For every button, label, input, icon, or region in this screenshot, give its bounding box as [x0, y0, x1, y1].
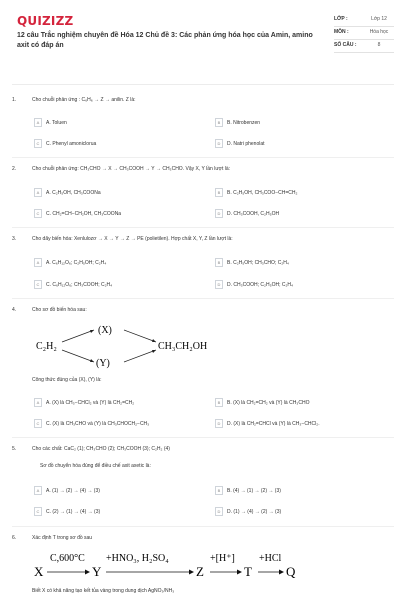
- question-text: Cho các chất: CaC₂ (1); CH₃CHO (2); CH₃COOH (3); C₂H₂ (4): [32, 446, 170, 452]
- option-1d[interactable]: [215, 139, 265, 148]
- option-1c[interactable]: [34, 139, 96, 148]
- arrow-line: [124, 330, 156, 342]
- arrow-head: [237, 570, 242, 575]
- scheme-z: Z: [196, 564, 204, 579]
- option-letter-box: C: [34, 280, 42, 289]
- arrow-head: [90, 359, 94, 362]
- option-letter-box: C: [34, 139, 42, 148]
- question-divider: [12, 437, 394, 438]
- question-subtext: Công thức đúng của (X), (Y) là:: [32, 377, 102, 383]
- question-1: [12, 97, 394, 105]
- scheme-y: Y: [92, 564, 102, 579]
- question-number: 1.: [12, 97, 17, 103]
- option-3a[interactable]: [34, 258, 106, 267]
- scheme-condition-1: C,600°C: [50, 553, 85, 564]
- option-5d[interactable]: [215, 507, 281, 516]
- scheme-t: T: [244, 564, 252, 579]
- option-text: D. (1) → (4) → (2) → (3): [227, 508, 282, 515]
- option-text: C. C₆H₁₂O₆; CH₃COOH; C₂H₄: [46, 281, 113, 288]
- option-2c[interactable]: [34, 209, 121, 218]
- option-letter-box: D: [215, 419, 223, 428]
- option-letter-box: A: [34, 486, 42, 495]
- option-letter-box: B: [215, 188, 223, 197]
- option-letter-box: D: [215, 507, 223, 516]
- meta-count-row: [334, 40, 394, 53]
- option-letter-box: C: [34, 209, 42, 218]
- diagram-intermediate-x: (X): [98, 325, 112, 336]
- option-letter-box: D: [215, 209, 223, 218]
- option-text: C. (X) là CH₃CHO và (Y) là CH₃CHOCH₂−CH₃: [46, 420, 150, 427]
- option-text: D. CH₃COOH, C₂H₅OH: [227, 210, 280, 217]
- option-text: D. Natri phenolat: [227, 140, 265, 147]
- arrow-head: [152, 339, 156, 342]
- option-letter-box: B: [215, 118, 223, 127]
- option-2a[interactable]: [34, 188, 101, 197]
- option-1b[interactable]: [215, 118, 260, 127]
- option-letter-box: C: [34, 419, 42, 428]
- arrow-line: [124, 350, 156, 362]
- question-text: Cho chuỗi phản ứng: CH₃CHO → X → CH₃COOH → Y → CH₃CHO. Vậy X, Y lần lượt là:: [32, 166, 230, 172]
- option-3b[interactable]: [215, 258, 289, 267]
- option-text: A. C₂H₅OH, CH₃COONa: [46, 189, 101, 196]
- option-text: A. (X) là CH₃−CHCl₂ và (Y) là CH₂=CH₂: [46, 399, 135, 406]
- meta-subject-value: Hóa học: [369, 29, 389, 35]
- question-divider: [12, 227, 394, 228]
- option-text: C. (2) → (1) → (4) → (3): [46, 508, 101, 515]
- meta-class-key: LỚP :: [334, 16, 348, 22]
- question-text: Cho chuỗi phản ứng : C₆H₆ → Z → anilin. Z là:: [32, 97, 136, 103]
- question-number: 2.: [12, 166, 17, 172]
- option-4d[interactable]: [215, 419, 320, 428]
- scheme-condition-4: +HCl: [259, 553, 282, 564]
- option-text: B. C₂H₅OH, CH₃COO−CH=CH₂: [227, 189, 298, 196]
- option-text: C. Phenyl amoniclorua: [46, 140, 97, 147]
- option-4b[interactable]: [215, 398, 309, 407]
- option-2d[interactable]: [215, 209, 279, 218]
- arrow-head: [189, 570, 194, 575]
- option-5a[interactable]: [34, 486, 100, 495]
- meta-subject-key: MÔN :: [334, 29, 349, 35]
- option-letter-box: A: [34, 188, 42, 197]
- option-text: A. (1) → (2) → (4) → (3): [46, 487, 100, 494]
- option-4a[interactable]: [34, 398, 134, 407]
- page-title: 12 câu Trắc nghiệm chuyên đề Hóa 12 Chủ đề 3: Các phản ứng hóa học của Amin, amino axit có đáp án: [17, 32, 313, 49]
- option-letter-box: B: [215, 258, 223, 267]
- option-text: A. C₆H₁₂O₆; C₂H₅OH; C₂H₄: [46, 259, 107, 266]
- question-6: [12, 535, 394, 543]
- option-1a[interactable]: [34, 118, 67, 127]
- question-number: 6.: [12, 535, 17, 541]
- question-4: [12, 307, 394, 315]
- question-text: Cho sơ đồ biến hóa sau:: [32, 307, 87, 313]
- meta-class-row: [334, 14, 394, 27]
- question-5: [12, 446, 394, 454]
- arrow-head: [85, 570, 90, 575]
- question-text: Xác định T trong sơ đồ sau: [32, 535, 93, 541]
- option-text: D. CH₃COOH; C₂H₅OH; C₂H₄: [227, 281, 294, 288]
- option-2b[interactable]: [215, 188, 297, 197]
- option-3d[interactable]: [215, 280, 293, 289]
- question-number: 5.: [12, 446, 17, 452]
- arrow-head: [279, 570, 284, 575]
- option-text: B. C₂H₅OH; CH₃CHO; C₂H₄: [227, 259, 289, 266]
- diagram-product: CH₃CH₂OH: [158, 341, 208, 352]
- option-letter-box: D: [215, 280, 223, 289]
- option-4c[interactable]: [34, 419, 149, 428]
- option-letter-box: D: [215, 139, 223, 148]
- scheme-condition-3: +[H⁺]: [210, 553, 235, 564]
- scheme-q: Q: [286, 564, 296, 579]
- arrow-head: [152, 350, 156, 353]
- option-letter-box: A: [34, 118, 42, 127]
- question-subtext: Biết X có khả năng tạo kết tủa vàng trong dung dịch AgNO₃/NH₃: [32, 588, 175, 594]
- arrow-line: [62, 330, 94, 342]
- reaction-scheme: [32, 548, 312, 582]
- question-number: 4.: [12, 307, 17, 313]
- option-letter-box: A: [34, 258, 42, 267]
- question-2: [12, 166, 394, 174]
- question-number: 3.: [12, 236, 17, 242]
- scheme-condition-2: +HNO₃, H₂SO₄: [106, 553, 169, 564]
- question-divider: [12, 298, 394, 299]
- option-5b[interactable]: [215, 486, 281, 495]
- meta-class-value: Lớp 12: [371, 16, 387, 22]
- diagram-intermediate-y: (Y): [96, 358, 110, 369]
- question-3: [12, 236, 394, 244]
- option-text: B. (X) là CH₂=CH₂ và (Y) là CH₃CHO: [227, 399, 310, 406]
- meta-panel: [334, 14, 394, 53]
- option-text: A. Toluen: [46, 119, 67, 126]
- question-text: Cho dãy biến hóa: Xenlulozơ → X → Y → Z → PE (polietilen). Hợp chất X, Y, Z lần lượt là:: [32, 236, 233, 242]
- meta-subject-row: [334, 27, 394, 40]
- meta-count-value: 8: [377, 42, 381, 48]
- option-text: C. CH₂=CH−CH₂OH, CH₃COONa: [46, 210, 122, 217]
- scheme-x: X: [34, 564, 44, 579]
- diagram-reactant: C₂H₂: [36, 341, 57, 352]
- arrow-line: [62, 350, 94, 362]
- question-divider: [12, 157, 394, 158]
- reaction-diagram: [32, 318, 272, 374]
- option-letter-box: B: [215, 398, 223, 407]
- option-letter-box: B: [215, 486, 223, 495]
- arrow-head: [90, 330, 94, 333]
- option-5c[interactable]: [34, 507, 100, 516]
- option-letter-box: C: [34, 507, 42, 516]
- option-text: B. Nitrobenzen: [227, 119, 261, 126]
- option-text: B. (4) → (1) → (2) → (3): [227, 487, 281, 494]
- header-divider: [12, 84, 394, 85]
- meta-count-key: SỐ CÂU :: [334, 42, 357, 48]
- option-3c[interactable]: [34, 280, 112, 289]
- option-text: D. (X) là CH₂=CHCl và (Y) là CH₃−CHCl₂.: [227, 420, 320, 427]
- question-subtext: Sơ đồ chuyển hóa đúng để điều chế axit axetic là:: [40, 463, 151, 469]
- question-divider: [12, 526, 394, 527]
- option-letter-box: A: [34, 398, 42, 407]
- quizizz-logo: QUIZIZZ: [17, 14, 74, 28]
